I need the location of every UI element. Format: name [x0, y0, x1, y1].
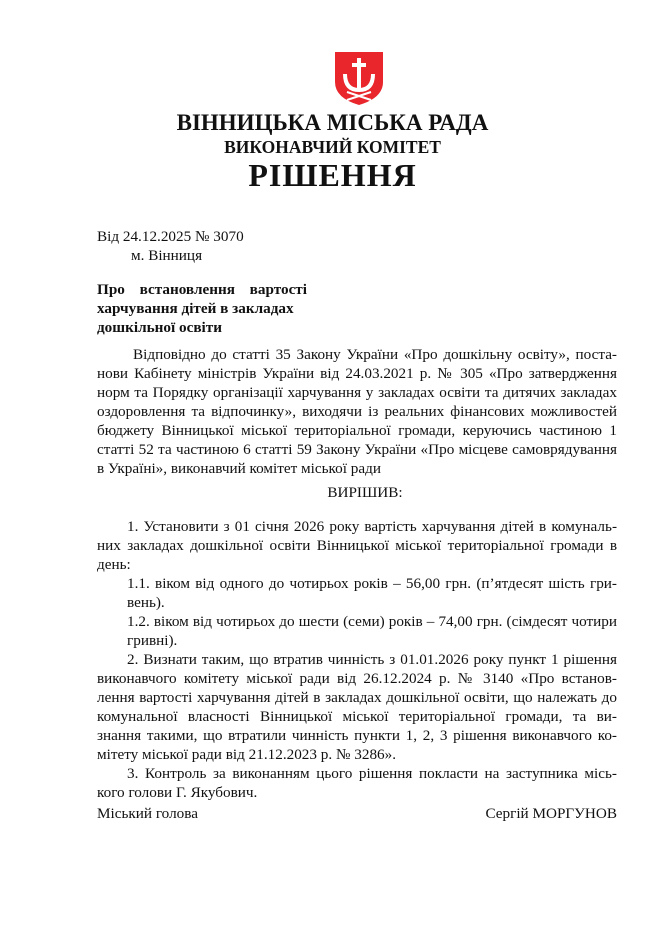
decision-item-line: 1.1. віком від одного до чотирьох років – 56,00 грн. (п’ятдесят шість гри-	[127, 575, 617, 592]
decision-item-line: лення вартості харчування дітей в закладах дошкільної освіти, що належать до	[97, 689, 617, 706]
preamble-line: в Україні», виконавчий комітет міської ради	[97, 460, 381, 477]
subject	[97, 280, 307, 337]
decision-item-line: 2. Визнати таким, що втратив чинність з 01.01.2026 року пункт 1 рішення	[127, 651, 617, 668]
decision-item-line: 1.2. віком від чотирьох до шести (семи) років – 74,00 грн. (сімдесят чотири	[127, 613, 617, 630]
preamble-line: статті 52 та частиною 6 статті 59 Закону України «Про місцеве самоврядування	[97, 441, 617, 458]
document-type: РІШЕННЯ	[248, 157, 417, 193]
date-number: Від 24.12.2025 № 3070	[97, 228, 244, 245]
signature-position: Міський голова	[97, 805, 198, 822]
decision-item-line: комунальної власності Вінницької міської територіальної громади, та ви-	[97, 708, 617, 725]
preamble-line: норм та Порядку організації харчування у закладах освіти та дитячих закладах	[97, 384, 617, 401]
subject-line: Про встановлення вартості	[97, 281, 307, 298]
decision-item	[97, 517, 617, 574]
decision-item-line: день:	[97, 556, 131, 573]
preamble	[97, 345, 617, 478]
city: м. Вінниця	[131, 247, 203, 264]
signature-name: Сергій МОРГУНОВ	[485, 805, 617, 822]
subject-line: дошкільної освіти	[97, 319, 222, 336]
preamble-line: Відповідно до статті 35 Закону України «Про дошкільну освіту», поста-	[133, 346, 617, 363]
decision-items	[97, 517, 617, 802]
decision-item-line: них закладах дошкільної освіти Вінницької міської територіальної громади в	[97, 537, 617, 554]
subject-line: харчування дітей в закладах	[97, 300, 294, 317]
decision-item	[97, 650, 617, 764]
decided-heading: ВИРІШИВ:	[327, 484, 403, 501]
decision-item	[97, 764, 617, 802]
council-name: ВІННИЦЬКА МІСЬКА РАДА	[176, 110, 489, 135]
city-coat-of-arms-icon	[333, 50, 385, 106]
decision-item	[97, 574, 617, 612]
decision-item-line: гривні).	[127, 632, 178, 649]
preamble-line: оздоровлення та відпочинку», виходячи із реальних фінансових можливостей	[97, 403, 617, 420]
preamble-line: бюджету Вінницької міської територіальної громади, керуючись частиною 1	[97, 422, 617, 439]
decision-item-line: мітету міської ради від 21.12.2023 р. № 3286».	[97, 746, 397, 763]
decision-item-line: виконавчого комітету міської ради від 26.12.2024 р. № 3140 «Про встанов-	[97, 670, 617, 687]
committee-name: ВИКОНАВЧИЙ КОМІТЕТ	[224, 137, 441, 157]
decision-item-line: 3. Контроль за виконанням цього рішення покласти на заступника місь-	[127, 765, 617, 782]
decision-item-line: знання такими, що втратили чинність пункти 1, 2, 3 рішення виконавчого ко-	[97, 727, 617, 744]
decision-item-line: вень).	[127, 594, 165, 611]
decision-item-line: 1. Установити з 01 січня 2026 року вартість харчування дітей в комуналь-	[127, 518, 617, 535]
decision-item-line: кого голови Г. Якубович.	[97, 784, 258, 801]
preamble-line: нови Кабінету міністрів України від 24.03.2021 р. № 305 «Про затвердження	[97, 365, 617, 382]
decision-item	[97, 612, 617, 650]
